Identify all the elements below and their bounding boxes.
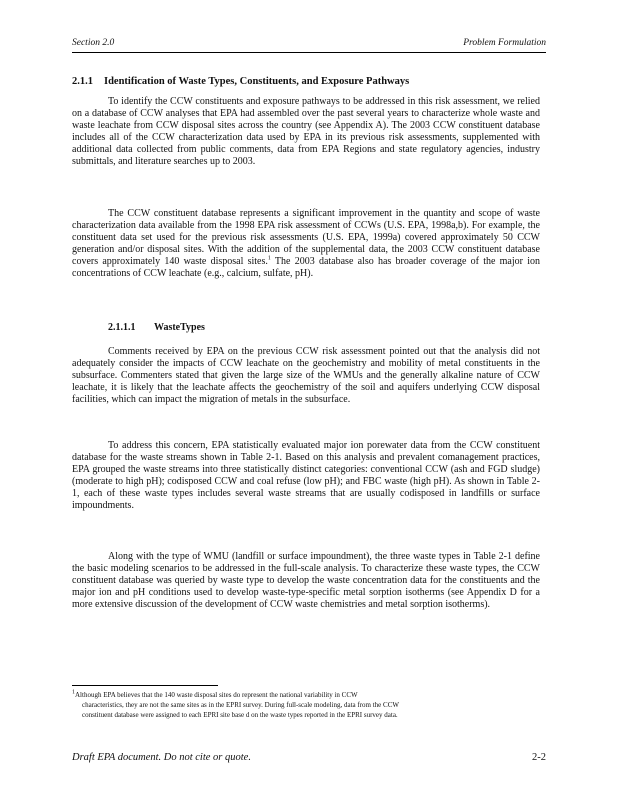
- heading-2-1-1-1: [108, 322, 205, 333]
- footnote-line: characteristics, they are not the same sites as in the EPRI survey. During full-scale modeling, data from the CCW: [82, 701, 399, 710]
- heading-title: Identification of Waste Types, Constituents, and Exposure Pathways: [104, 76, 410, 87]
- paragraph-text: Comments received by EPA on the previous CCW risk assessment pointed out that the analysis did not adequately consider the impacts of CCW leachate on the geochemistry and mobility of metal constituents in the subsurface. Commenters stated that given the large size of the WMUs and the generally alkaline nature of CCW leachate, it is likely that the leachate affects the geochemistry of the soil and aquifers underlying CCW disposal facilities, which can impact the migration of metals in the subsurface.: [72, 346, 540, 406]
- footnote-line: Although EPA believes that the 140 waste disposal sites do represent the national variability in CCW: [75, 691, 358, 699]
- page-footer: [72, 752, 546, 763]
- footnote-reference: 1: [267, 256, 271, 263]
- footnote-line: constituent database were assigned to each EPRI site base d on the waste types reported in the EPRI survey data.: [82, 711, 398, 720]
- heading-title: WasteTypes: [154, 322, 205, 333]
- paragraph-3: [72, 346, 540, 406]
- paragraph-2: [72, 208, 540, 281]
- paragraph-4: [72, 440, 540, 513]
- header-title: Problem Formulation: [463, 38, 546, 48]
- running-header: [72, 38, 546, 53]
- heading-2-1-1: [72, 76, 409, 87]
- draft-notice: Draft EPA document. Do not cite or quote.: [72, 752, 251, 763]
- heading-number: 2.1.1: [72, 76, 93, 87]
- footnote-divider: [72, 685, 218, 686]
- page-number: 2-2: [532, 752, 546, 763]
- paragraph-text: Along with the type of WMU (landfill or surface impoundment), the three waste types in Table 2-1 define the basic modeling scenarios to be addressed in the full-scale analysis. To characterize these waste types, the CCW constituent database was queried by waste type to develop the waste concentration data for the constituents and the major ion and pH conditions used to develop waste-type-specific metal sorption isotherms (see Appendix D for a more extensive discussion of the development of CCW waste chemistries and metal sorption isotherms).: [72, 551, 540, 611]
- paragraph-text: To identify the CCW constituents and exposure pathways to be addressed in this risk assessment, we relied on a database of CCW analyses that EPA had assembled over the past several years to characterize whole waste and waste leachate from CCW disposal sites across the country (see Appendix A). The 2003 CCW constituent database includes all of the CCW characterization data used by EPA in its previous risk assessments, supplemented with additional data collected from public comments, data from EPA Regions and state regulatory agencies, industry submittals, and literature searches up to 2003.: [72, 96, 540, 168]
- footnote-marker: 1: [72, 689, 75, 696]
- paragraph-text: The 2003 database also has broader coverage of the major ion concentrations of CCW leachate (e.g., calcium, sulfate, pH).: [72, 256, 540, 280]
- paragraph-text: To address this concern, EPA statistically evaluated major ion porewater data from the CCW constituent database for the waste streams shown in Table 2-1. Based on this analysis and prevalent comanagement practices, EPA grouped the waste streams into three statistically distinct categories: conventional CCW (ash and FGD sludge) (moderate to high pH); codisposed CCW and coal refuse (low pH); and FBC waste (high pH). As shown in Table 2-1, each of these waste types includes several waste streams that are usually codisposed in landfills or surface impoundments.: [72, 440, 540, 512]
- header-section: Section 2.0: [72, 38, 115, 48]
- heading-number: 2.1.1.1: [108, 322, 136, 333]
- paragraph-text: The CCW constituent database represents a significant improvement in the quantity and scope of waste characterization data available from the 1998 EPA risk assessment of CCWs (U.S. EPA, 1998a,b). For example, the constituent data set used for the previous risk assessments (U.S. EPA, 1999a) covered approximately 50 CCW generation and/or disposal sites. With the addition of the supplemental data, the 2003 CCW constituent database covers approximately 140 waste disposal sites.: [72, 208, 540, 268]
- paragraph-1: [72, 96, 540, 169]
- footnote: [72, 690, 540, 721]
- paragraph-5: [72, 551, 540, 611]
